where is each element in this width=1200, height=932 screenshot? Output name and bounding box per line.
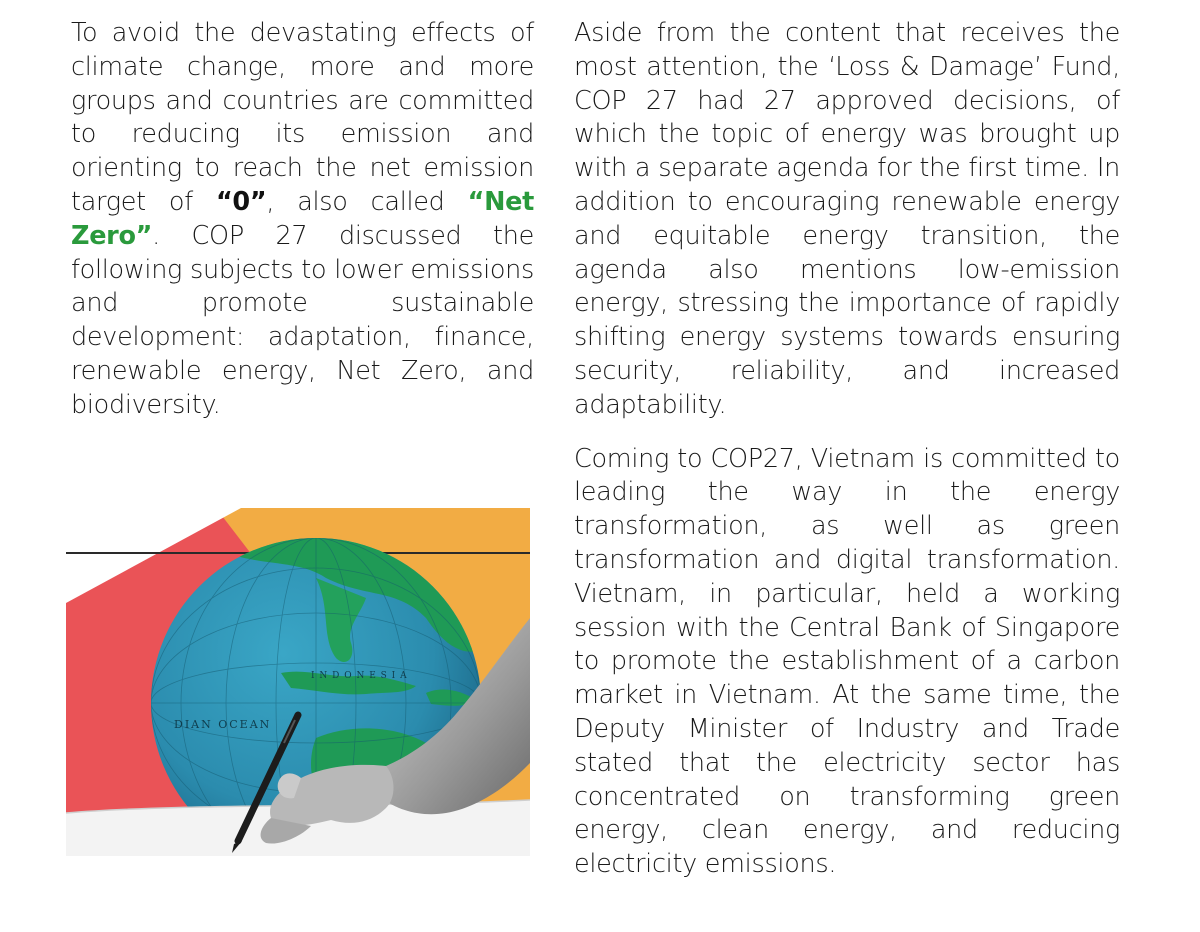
right-paragraph-2: Coming to COP27, Vietnam is committed to leading the way in the energy transformation, as well as green transformation and digital transformation. Vietnam, in particular, held a working session with the Central Bank of Singapore to promote the establishment of a carbon market in Vietnam. At the same time, the Deputy Minister of Industry and Trade stated that the electricity sector has concentrated on transforming green energy, clean energy, and reducing electricity emissions. — [574, 443, 1120, 880]
left-paragraph-text-2: , also called — [266, 186, 468, 217]
zero-highlight: “0” — [215, 186, 267, 217]
globe-illustration — [66, 508, 530, 863]
bottom-white-strip — [66, 856, 530, 863]
left-paragraph-text-3: . COP 27 discussed the following subjects to lower emissions and promote sustainable development: adaptation, finance, renewable energy, Net Zero, and biodiversity. — [71, 220, 534, 420]
globe-illustration-svg — [66, 508, 530, 863]
left-column — [71, 17, 534, 423]
right-column — [574, 17, 1120, 882]
net-zero-highlight: “Net Zero” — [71, 186, 534, 251]
map-label-indonesia: I N D O N E S I A — [311, 671, 408, 681]
right-paragraph-1: Aside from the content that receives the most attention, the ‘Loss & Damage’ Fund, COP 27 had 27 approved decisions, of which the topic of energy was brought up with a separate agenda for the first time. In addition to encouraging renewable energy and equitable energy transition, the agenda also mentions low-emission energy, stressing the importance of rapidly shifting energy systems towards ensuring security, reliability, and increased adaptability. — [574, 18, 1120, 420]
left-paragraph — [71, 17, 534, 423]
left-paragraph-text-1: To avoid the devastating effects of climate change, more and more groups and countries are committed to reducing its emission and orienting to reach the net emission target of — [71, 18, 534, 217]
map-label-ocean: DIAN OCEAN — [174, 718, 272, 731]
